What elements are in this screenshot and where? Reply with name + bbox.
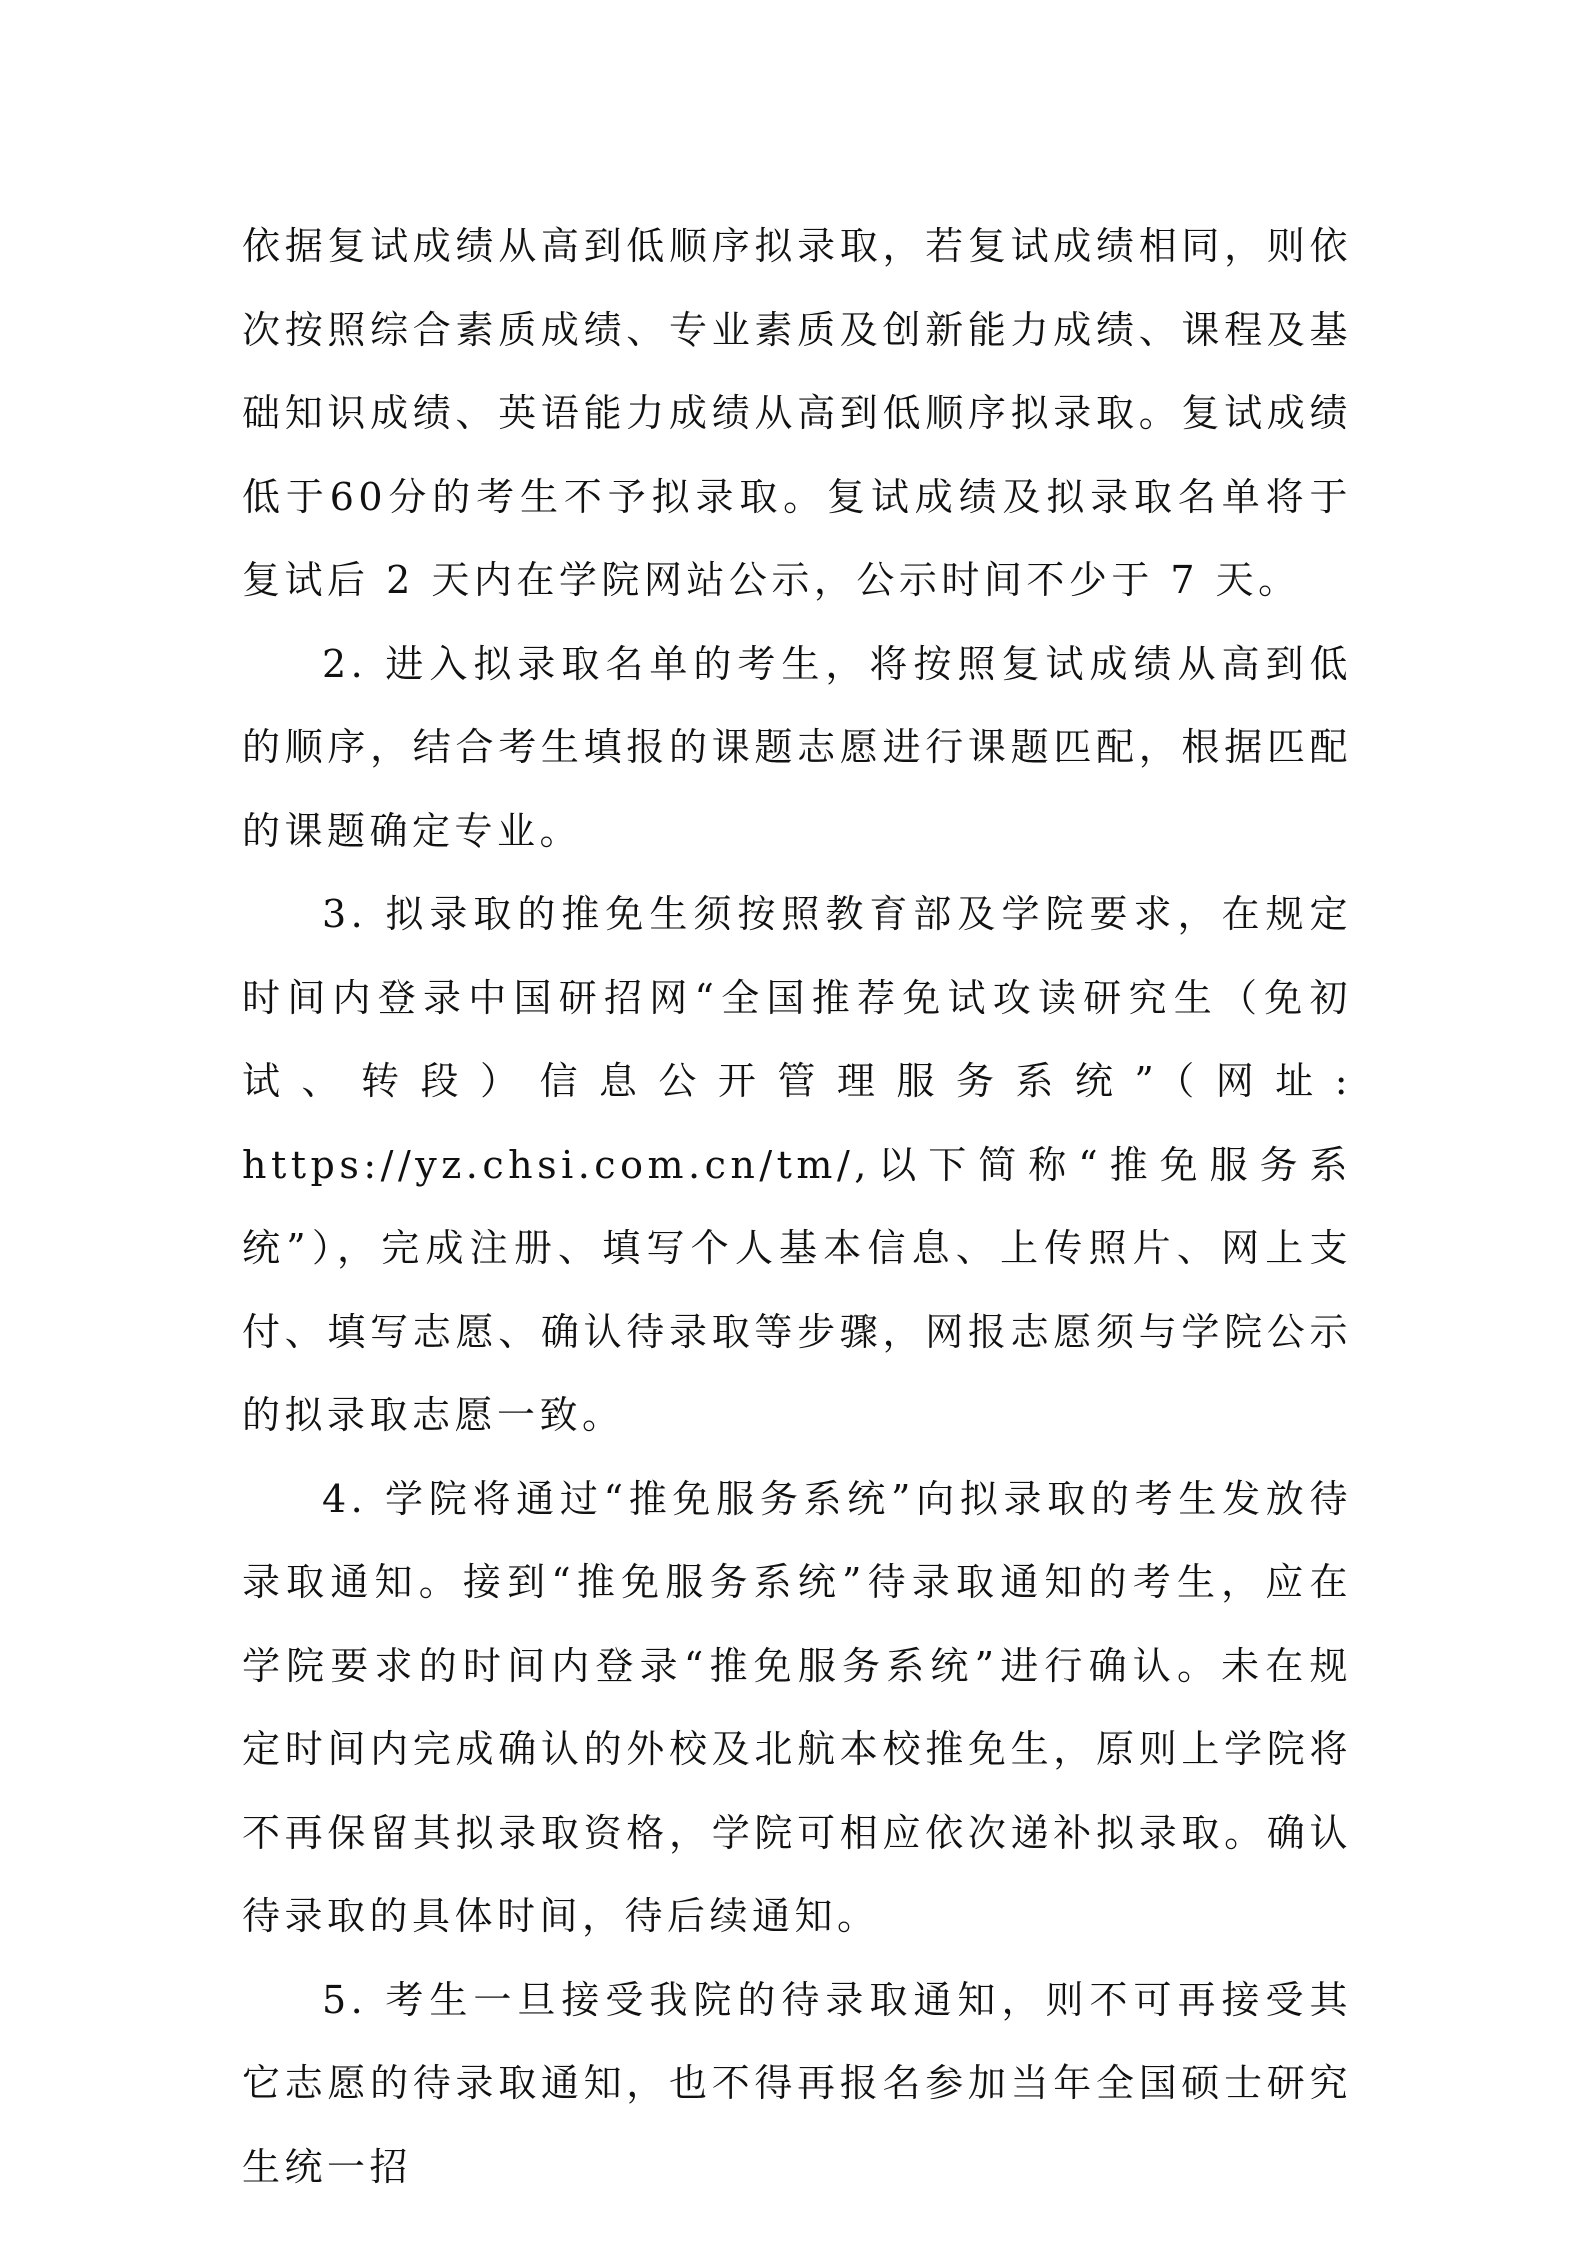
paragraph-item-2-topic-matching: 2. 进入拟录取名单的考生，将按照复试成绩从高到低的顺序，结合考生填报的课题志愿进行课题匹配，根据匹配的课题确定专业。	[242, 641, 1352, 853]
paragraph-item-3-system-registration: 3. 拟录取的推免生须按照教育部及学院要求，在规定时间内登录中国研招网“全国推荐免试攻读研究生（免初试、转段）信息公开管理服务系统”（网址: https://yz.chsi.com.cn/tm/,以下简称“推免服务系统”），完成注册、填写个人基本信息、上传照片、网上支付、填写志愿、确认待录取等步骤，网报志愿须与学院公示的拟录取志愿一致。	[242, 892, 1352, 1437]
paragraph-item-5-acceptance: 5. 考生一旦接受我院的待录取通知，则不可再接受其它志愿的待录取通知，也不得再报名参加当年全国硕士研究生统一招	[242, 1977, 1352, 2189]
paragraph-admission-ranking: 依据复试成绩从高到低顺序拟录取，若复试成绩相同，则依次按照综合素质成绩、专业素质及创新能力成绩、课程及基础知识成绩、英语能力成绩从高到低顺序拟录取。复试成绩低于60分的考生不予拟录取。复试成绩及拟录取名单将于复试后 2 天内在学院网站公示，公示时间不少于 7 天。	[242, 224, 1352, 602]
paragraph-item-4-admission-notice: 4. 学院将通过“推免服务系统”向拟录取的考生发放待录取通知。接到“推免服务系统”待录取通知的考生，应在学院要求的时间内登录“推免服务系统”进行确认。未在规定时间内完成确认的外校及北航本校推免生，原则上学院将不再保留其拟录取资格，学院可相应依次递补拟录取。确认待录取的具体时间，待后续通知。	[242, 1476, 1352, 1938]
document-body	[242, 205, 1352, 2209]
